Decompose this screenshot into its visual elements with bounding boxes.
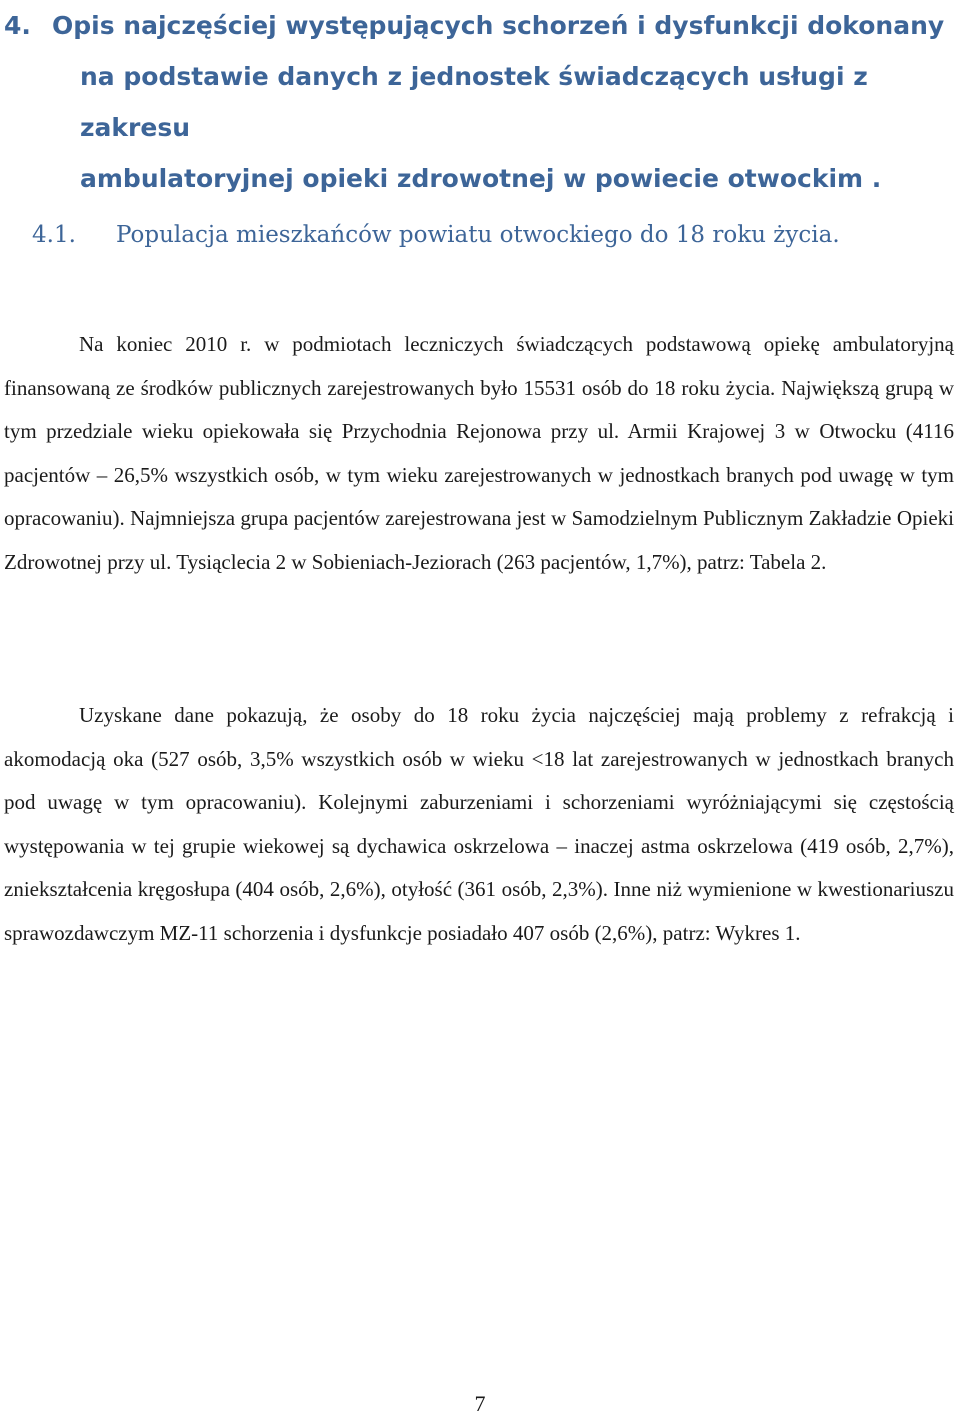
page-number: 7	[474, 1391, 486, 1416]
section-number: 4.	[4, 11, 31, 40]
subsection-title: Populacja mieszkańców powiatu otwockiego do 18 roku życia.	[116, 222, 840, 248]
subsection-heading	[32, 213, 840, 257]
subsection-number: 4.1.	[32, 222, 76, 248]
section-title-line-1: Opis najczęściej występujących schorzeń i dysfunkcji dokonany	[52, 11, 945, 40]
paragraph-findings: Uzyskane dane pokazują, że osoby do 18 roku życia najczęściej mają problemy z refrakcją i akomodacją oka (527 osób, 3,5% wszystkich osób w wieku <18 lat zarejestrowanych w jednostkach branych pod uwagę w tym opracowaniu). Kolejnymi zaburzeniami i schorzeniami wyróżniającymi się częstością występowania w tej grupie wiekowej są dychawica oskrzelowa – inaczej astma oskrzelowa (419 osób, 2,7%), zniekształcenia kręgosłupa (404 osób, 2,6%), otyłość (361 osób, 2,3%). Inne niż wymienione w kwestionariuszu sprawozdawczym MZ-11 schorzenia i dysfunkcje posiadało 407 osób (2,6%), patrz: Wykres 1.	[4, 703, 954, 945]
section-heading	[4, 0, 956, 204]
section-title-line-3: ambulatoryjnej opieki zdrowotnej w powiecie otwockim .	[80, 164, 882, 193]
paragraph-population: Na koniec 2010 r. w podmiotach leczniczych świadczących podstawową opiekę ambulatoryjną finansowaną ze środków publicznych zarejestrowanych było 15531 osób do 18 roku życia. Największą grupą w tym przedziale wieku opiekowała się Przychodnia Rejonowa przy ul. Armii Krajowej 3 w Otwocku (4116 pacjentów – 26,5% wszystkich osób, w tym wieku zarejestrowanych w jednostkach branych pod uwagę w tym opracowaniu). Najmniejsza grupa pacjentów zarejestrowana jest w Samodzielnym Publicznym Zakładzie Opieki Zdrowotnej przy ul. Tysiąclecia 2 w Sobieniach-Jeziorach (263 pacjentów, 1,7%), patrz: Tabela 2.	[4, 332, 954, 574]
section-heading-line-1	[4, 0, 956, 51]
section-title-line-2: na podstawie danych z jednostek świadczących usługi z zakresu	[80, 62, 868, 142]
